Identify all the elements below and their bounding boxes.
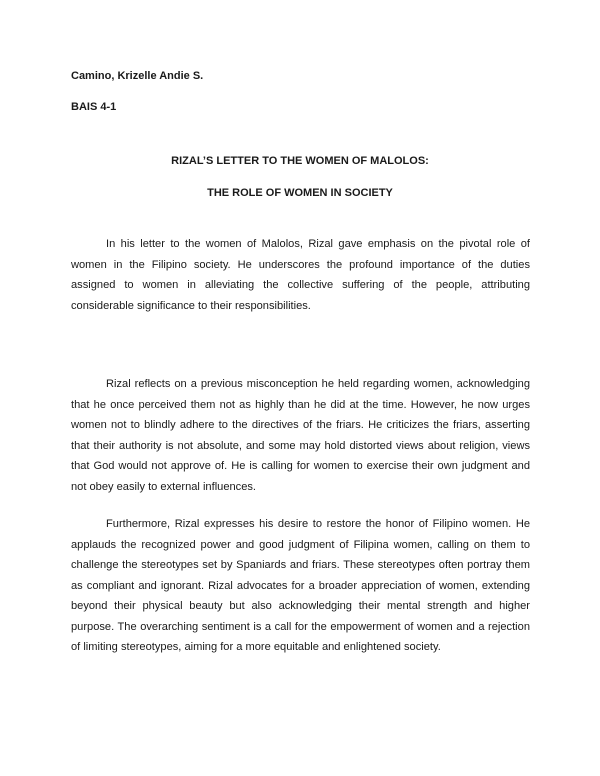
- author-name: Camino, Krizelle Andie S.: [71, 70, 204, 82]
- document-title: RIZAL’S LETTER TO THE WOMEN OF MALOLOS:: [171, 155, 429, 167]
- document-subtitle: THE ROLE OF WOMEN IN SOCIETY: [207, 187, 393, 199]
- paragraph-1: In his letter to the women of Malolos, Rizal gave emphasis on the pivotal role of women in the Filipino society. He underscores the profound importance of the duties assigned to women in alleviating the collective suffering of the people, attributing considerable significance to their responsibilities.: [71, 238, 530, 312]
- paragraph-2: Rizal reflects on a previous misconception he held regarding women, acknowledging that he once perceived them not as highly than he did at the time. However, he now urges women not to blindly adhere to the directives of the friars. He criticizes the friars, asserting that their authority is not absolute, and some may hold distorted views about religion, views that God would not approve of. He is calling for women to exercise their own judgment and not obey easily to external influences.: [71, 378, 530, 493]
- class-section: BAIS 4-1: [71, 101, 117, 113]
- paragraph-3: Furthermore, Rizal expresses his desire to restore the honor of Filipino women. He applauds the recognized power and good judgment of Filipina women, calling on them to challenge the stereotypes set by Spaniards and friars. These stereotypes often portray them as compliant and ignorant. Rizal advocates for a broader appreciation of women, extending beyond their physical beauty but also acknowledging their mental strength and higher purpose. The overarching sentiment is a call for the empowerment of women and a rejection of limiting stereotypes, aiming for a more equitable and enlightened society.: [71, 518, 530, 653]
